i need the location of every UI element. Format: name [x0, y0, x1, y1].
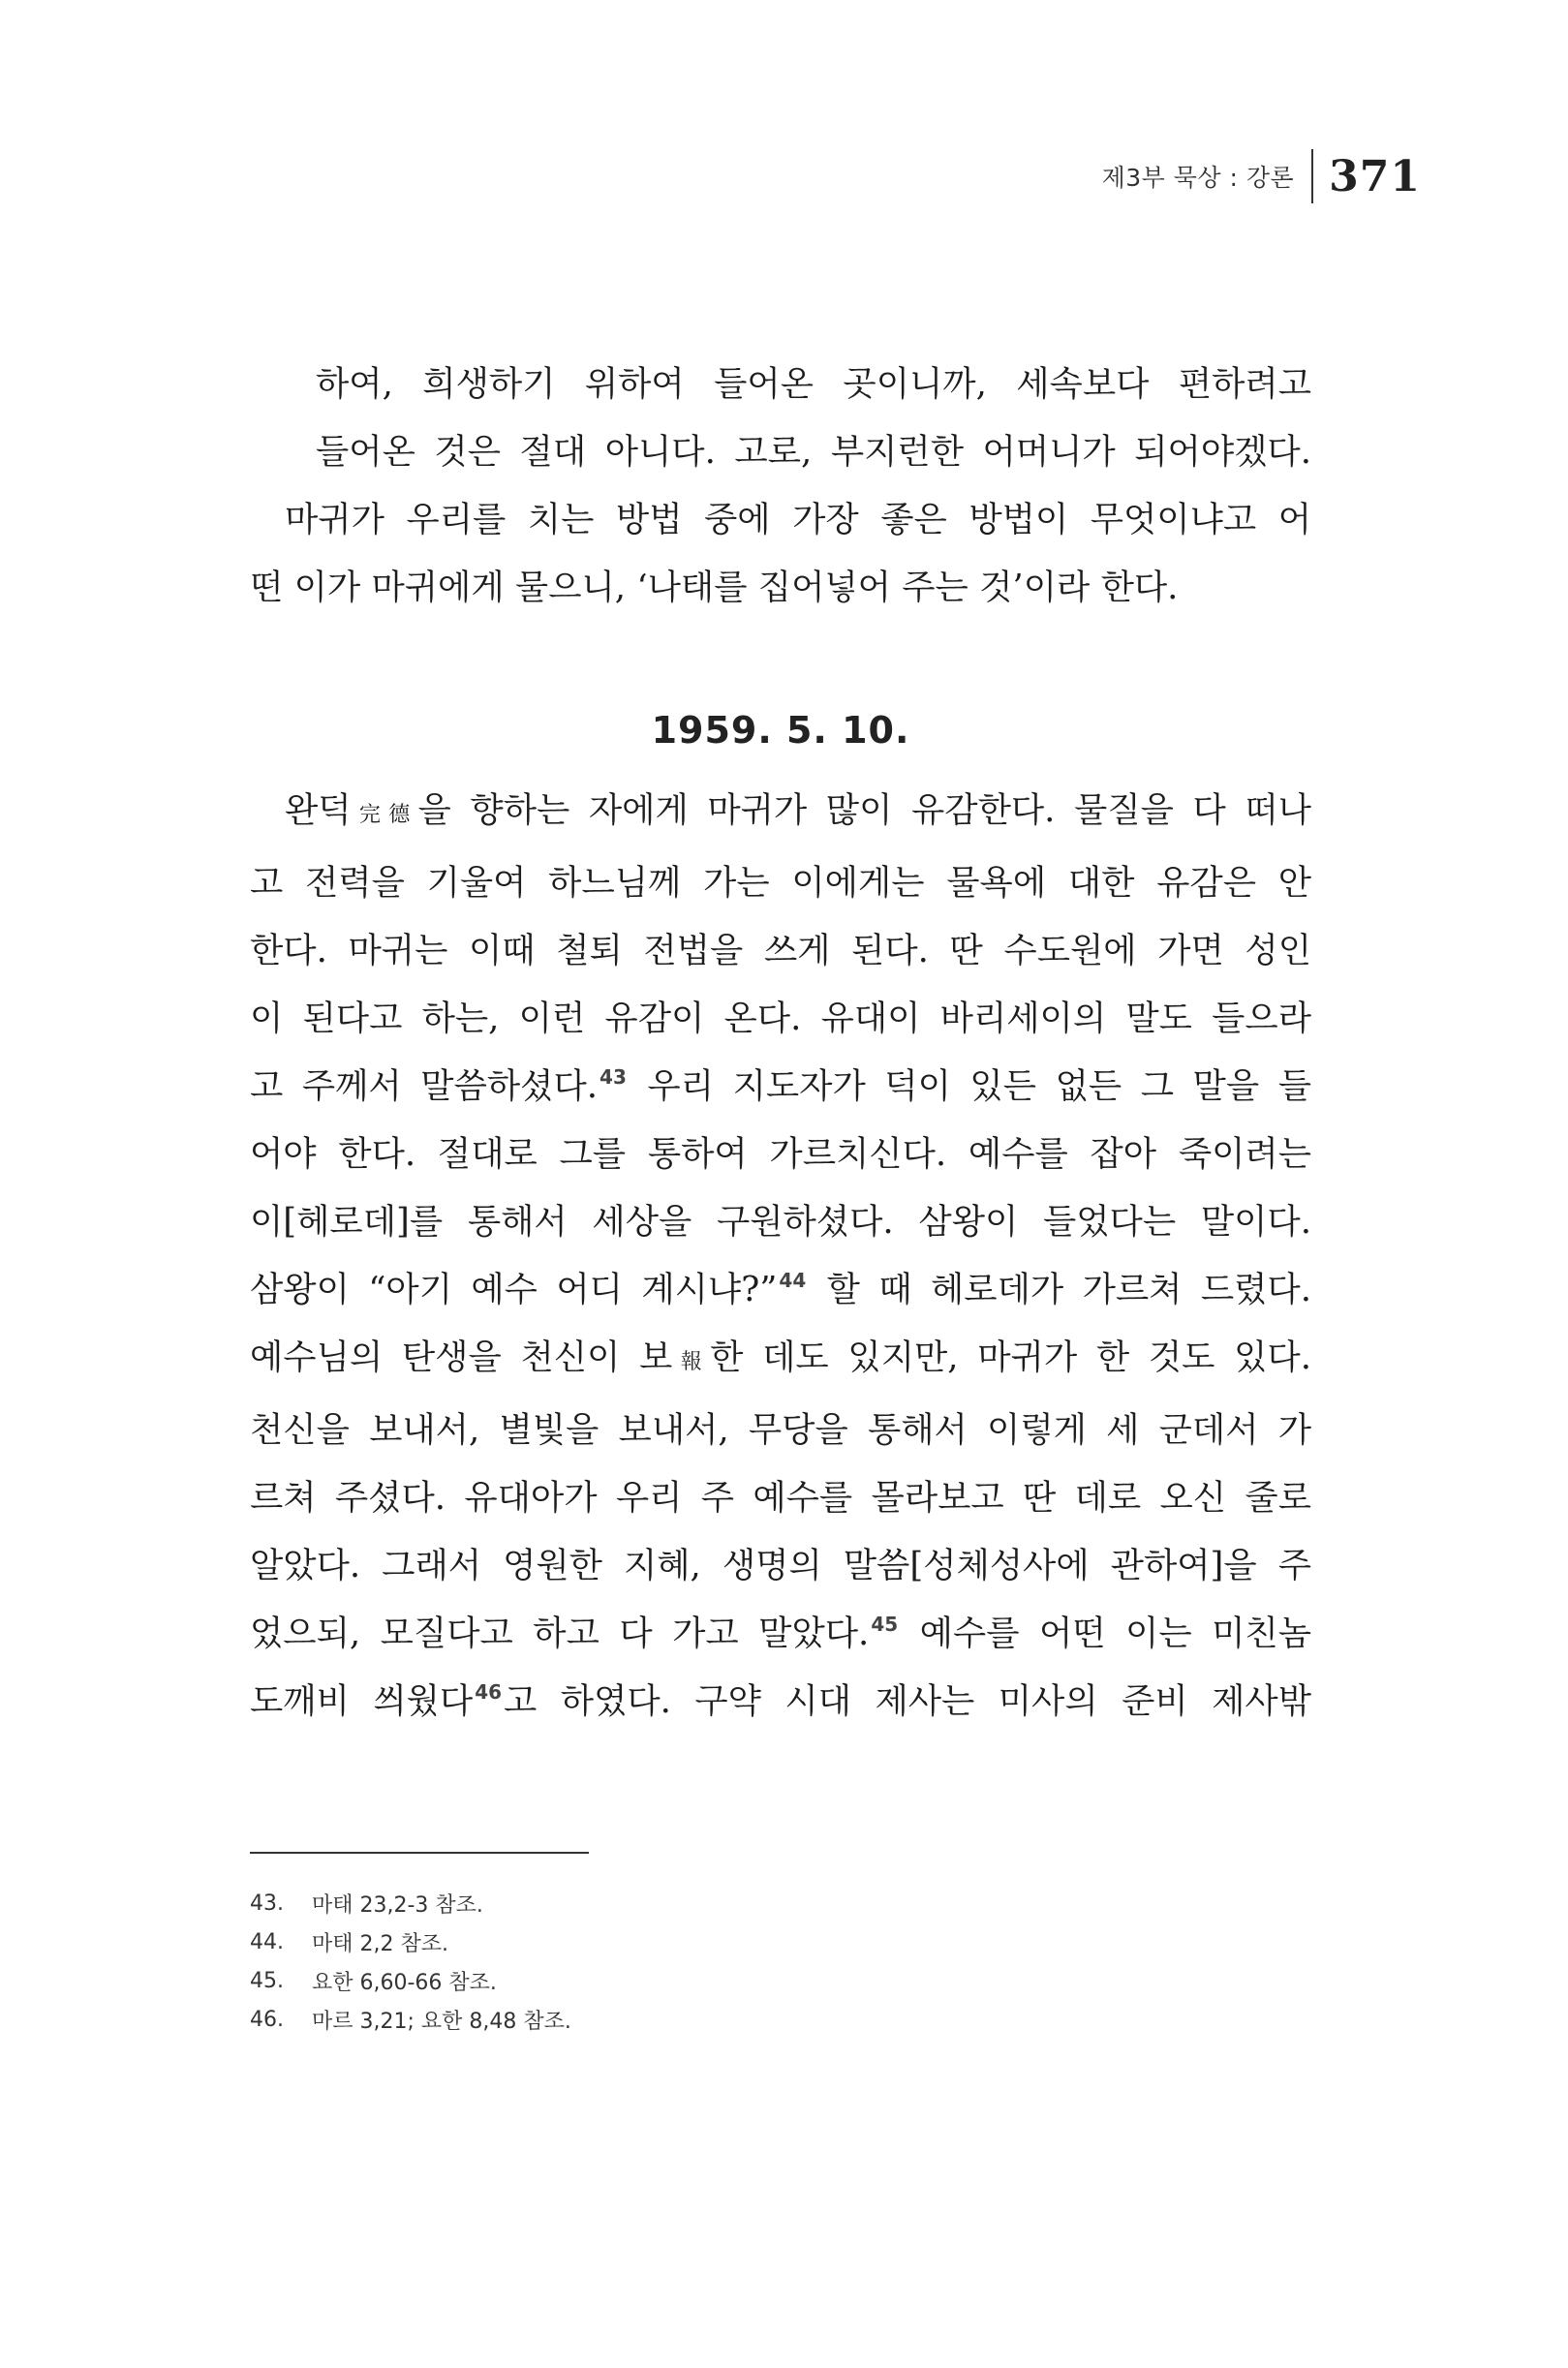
hanja-annotation: 完德	[351, 803, 418, 827]
text-line: 르쳐 주셨다. 유대아가 우리 주 예수를 몰라보고 딴 데로 오신 줄로	[250, 1478, 1311, 1518]
footnote-46	[250, 2000, 1025, 2039]
header-divider	[1311, 149, 1313, 203]
text-line: 고 전력을 기울여 하느님께 가는 이에게는 물욕에 대한 유감은 안	[250, 863, 1311, 903]
page-number: 371	[1329, 151, 1421, 201]
footnotes	[250, 1884, 1025, 2039]
footnote-divider	[250, 1852, 589, 1854]
footnote-text: 마태 23,2-3 참조.	[312, 1892, 483, 1918]
footnote-ref-43[interactable]: 43	[600, 1065, 627, 1089]
footnote-number: 44.	[250, 1929, 284, 1954]
text-line: 마귀가 우리를 치는 방법 중에 가장 좋은 방법이 무엇이냐고 어	[285, 500, 1311, 539]
footnote-number: 45.	[250, 1968, 284, 1993]
paragraph-1959-05-10	[250, 777, 1311, 1736]
text-line: 알았다. 그래서 영원한 지혜, 생명의 말씀[성체성사에 관하여]을 주	[250, 1546, 1311, 1585]
text-line: 한다. 마귀는 이때 철퇴 전법을 쓰게 된다. 딴 수도원에 가면 성인	[250, 931, 1311, 970]
footnote-ref-46[interactable]: 46	[475, 1680, 503, 1704]
running-header	[1102, 147, 1421, 205]
text-line: 도깨비 씌웠다 $^{46}$고 하였다. 구약 시대 제사는 미사의 준비 제사밖	[250, 1680, 1311, 1721]
footnote-number: 46.	[250, 2007, 284, 2032]
hanja-annotation: 報	[672, 1350, 711, 1374]
footnote-text: 요한 6,60-66 참조.	[312, 1970, 497, 1995]
text-line: 떤 이가 마귀에게 물으니, ‘나태를 집어넣어 주는 것’이라 한다.	[250, 568, 1179, 607]
footnote-43	[250, 1884, 1025, 1922]
footnote-number: 43.	[250, 1891, 284, 1916]
footnote-ref-44[interactable]: 44	[779, 1269, 807, 1292]
footnote-text: 마르 3,21; 요한 8,48 참조.	[312, 2009, 571, 2034]
text-line: 완덕完德을 향하는 자에게 마귀가 많이 유감한다. 물질을 다 떠나	[285, 790, 1311, 830]
text-line: 이[헤로데]를 통해서 세상을 구원하셨다. 삼왕이 들었다는 말이다.	[250, 1202, 1311, 1242]
text-line: 하여, 희생하기 위하여 들어온 곳이니까, 세속보다 편하려고	[316, 364, 1311, 404]
text-line: 삼왕이 “아기 예수 어디 계시냐?” $^{44}$ 할 때 헤로데가 가르쳐 드렸다.	[250, 1269, 1311, 1309]
text-line: 이 된다고 하는, 이런 유감이 온다. 유대이 바리세이의 말도 들으라	[250, 999, 1311, 1038]
footnote-ref-45[interactable]: 45	[871, 1613, 899, 1636]
text-line: 었으되, 모질다고 하고 다 가고 말았다. $^{45}$ 예수를 어떤 이는 미친놈	[250, 1613, 1311, 1653]
footnote-45	[250, 1961, 1025, 2000]
paragraph-continuation	[250, 351, 1311, 622]
header-section-title: 제3부 묵상 : 강론	[1101, 164, 1295, 192]
text-line: 예수님의 탄생을 천신이 보報한 데도 있지만, 마귀가 한 것도 있다.	[250, 1338, 1311, 1377]
text-line: 어야 한다. 절대로 그를 통하여 가르치신다. 예수를 잡아 죽이려는	[250, 1134, 1311, 1174]
text-line: 고 주께서 말씀하셨다. $^{43}$ 우리 지도자가 덕이 있든 없든 그 말을 들	[250, 1065, 1311, 1106]
text-line: 천신을 보내서, 별빛을 보내서, 무당을 통해서 이렇게 세 군데서 가	[250, 1410, 1311, 1450]
footnote-text: 마태 2,2 참조.	[312, 1931, 448, 1956]
date-heading: 1959. 5. 10.	[651, 709, 910, 752]
text-line: 들어온 것은 절대 아니다. 고로, 부지런한 어머니가 되어야겠다.	[316, 432, 1311, 472]
footnote-44	[250, 1922, 1025, 1961]
